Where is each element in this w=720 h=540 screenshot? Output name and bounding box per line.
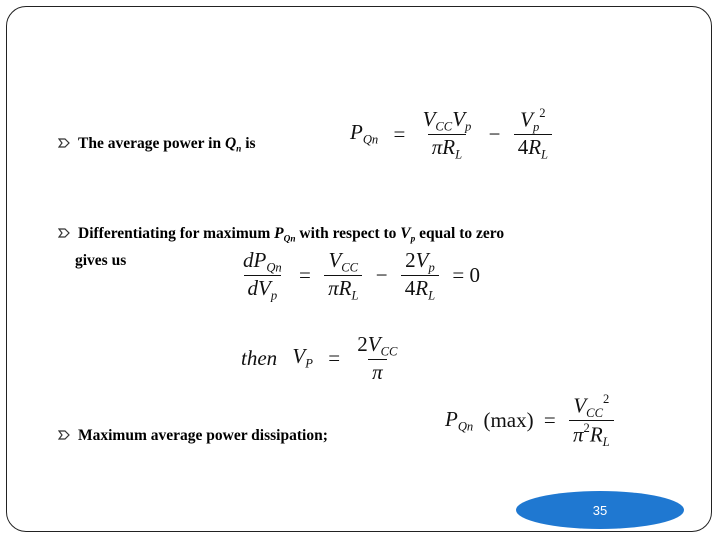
bullet-text: Maximum average power dissipation; <box>78 427 328 444</box>
ribbon-bullet-icon <box>58 429 70 441</box>
bullet-text: with respect to <box>295 225 401 242</box>
eq-fraction <box>353 332 401 384</box>
ribbon-bullet-icon <box>58 227 70 239</box>
eq-symbol: P <box>350 120 363 145</box>
variable-subscript: Qn <box>283 234 296 245</box>
equation-derivative <box>236 248 485 303</box>
variable: V <box>400 225 411 242</box>
eq-subscript: p <box>428 260 435 275</box>
eq-subscript: p <box>532 119 540 134</box>
eq-subscript: p <box>465 119 472 134</box>
eq-subscript: L <box>602 435 610 450</box>
eq-fraction <box>401 248 439 303</box>
eq-subscript: L <box>455 147 463 161</box>
eq-fraction <box>239 248 286 303</box>
eq-minus: − <box>375 262 388 287</box>
eq-symbol: dP <box>243 248 267 272</box>
eq-symbol: 4 <box>517 135 529 160</box>
eq-symbol: V <box>328 248 342 272</box>
eq-fraction <box>514 106 552 162</box>
eq-symbol: V <box>422 106 436 131</box>
bullet-text: The average power in <box>78 135 225 152</box>
page-number: 35 <box>592 502 608 518</box>
eq-superscript: 2 <box>539 106 546 120</box>
eq-subscript: P <box>305 356 313 371</box>
eq-symbol: R <box>442 134 456 159</box>
bullet-max-dissipation <box>78 425 328 446</box>
eq-max: (max) <box>483 408 534 433</box>
eq-equals: = <box>543 408 556 433</box>
bullet-text-line2: gives us <box>75 252 127 270</box>
bullet-text: equal to zero <box>415 225 505 242</box>
eq-symbol: π <box>572 422 584 447</box>
eq-subscript: Qn <box>457 419 474 434</box>
eq-subscript: CC <box>341 260 359 275</box>
bullet-text: Differentiating for maximum <box>78 225 275 242</box>
eq-subscript: CC <box>586 405 603 420</box>
bullet-average-power <box>78 133 256 160</box>
eq-symbol: π <box>372 359 383 384</box>
eq-subscript: p <box>270 288 278 303</box>
eq-symbol: V <box>520 107 533 132</box>
equation-max-power <box>440 392 617 450</box>
eq-symbol: P <box>445 407 458 432</box>
eq-subscript: L <box>351 288 359 303</box>
eq-fraction <box>324 248 362 303</box>
equation-then-vp <box>236 332 404 384</box>
eq-equals: = <box>328 345 341 370</box>
variable: Q <box>224 135 237 152</box>
eq-subscript: CC <box>435 119 453 134</box>
eq-subscript: L <box>428 288 436 303</box>
eq-subscript: Qn <box>362 132 379 147</box>
eq-symbol: 2 <box>405 248 416 272</box>
eq-superscript: 2 <box>583 421 590 436</box>
eq-symbol: V <box>573 393 587 418</box>
eq-symbol: V <box>415 248 429 272</box>
eq-equals: = <box>393 121 406 146</box>
variable-subscript: p <box>410 234 416 245</box>
equation-average-power <box>345 106 555 162</box>
variable: P <box>274 225 284 242</box>
eq-symbol: V <box>452 106 466 131</box>
eq-symbol: π <box>328 275 339 300</box>
eq-symbol: π <box>431 134 443 159</box>
eq-then: then <box>241 345 278 370</box>
eq-equals-zero: = 0 <box>452 262 480 287</box>
page-number-badge <box>516 491 684 529</box>
eq-symbol: R <box>338 275 352 300</box>
eq-subscript: CC <box>380 344 398 359</box>
eq-symbol: dV <box>247 275 271 300</box>
eq-symbol: 2 <box>357 332 368 356</box>
eq-superscript: 2 <box>602 392 610 406</box>
eq-minus: − <box>488 121 501 146</box>
eq-subscript: L <box>541 147 549 162</box>
eq-symbol: 4 <box>404 275 416 300</box>
eq-subscript: Qn <box>266 260 282 275</box>
eq-symbol: R <box>415 275 429 300</box>
eq-equals: = <box>298 262 311 287</box>
eq-symbol: V <box>367 332 381 356</box>
variable-subscript: n <box>236 144 242 155</box>
ribbon-bullet-icon <box>58 137 70 149</box>
eq-fraction <box>569 392 614 450</box>
eq-symbol: V <box>292 344 306 369</box>
eq-fraction <box>419 107 476 162</box>
eq-symbol: R <box>528 135 542 160</box>
bullet-text: is <box>241 135 256 152</box>
eq-symbol: R <box>589 422 603 447</box>
